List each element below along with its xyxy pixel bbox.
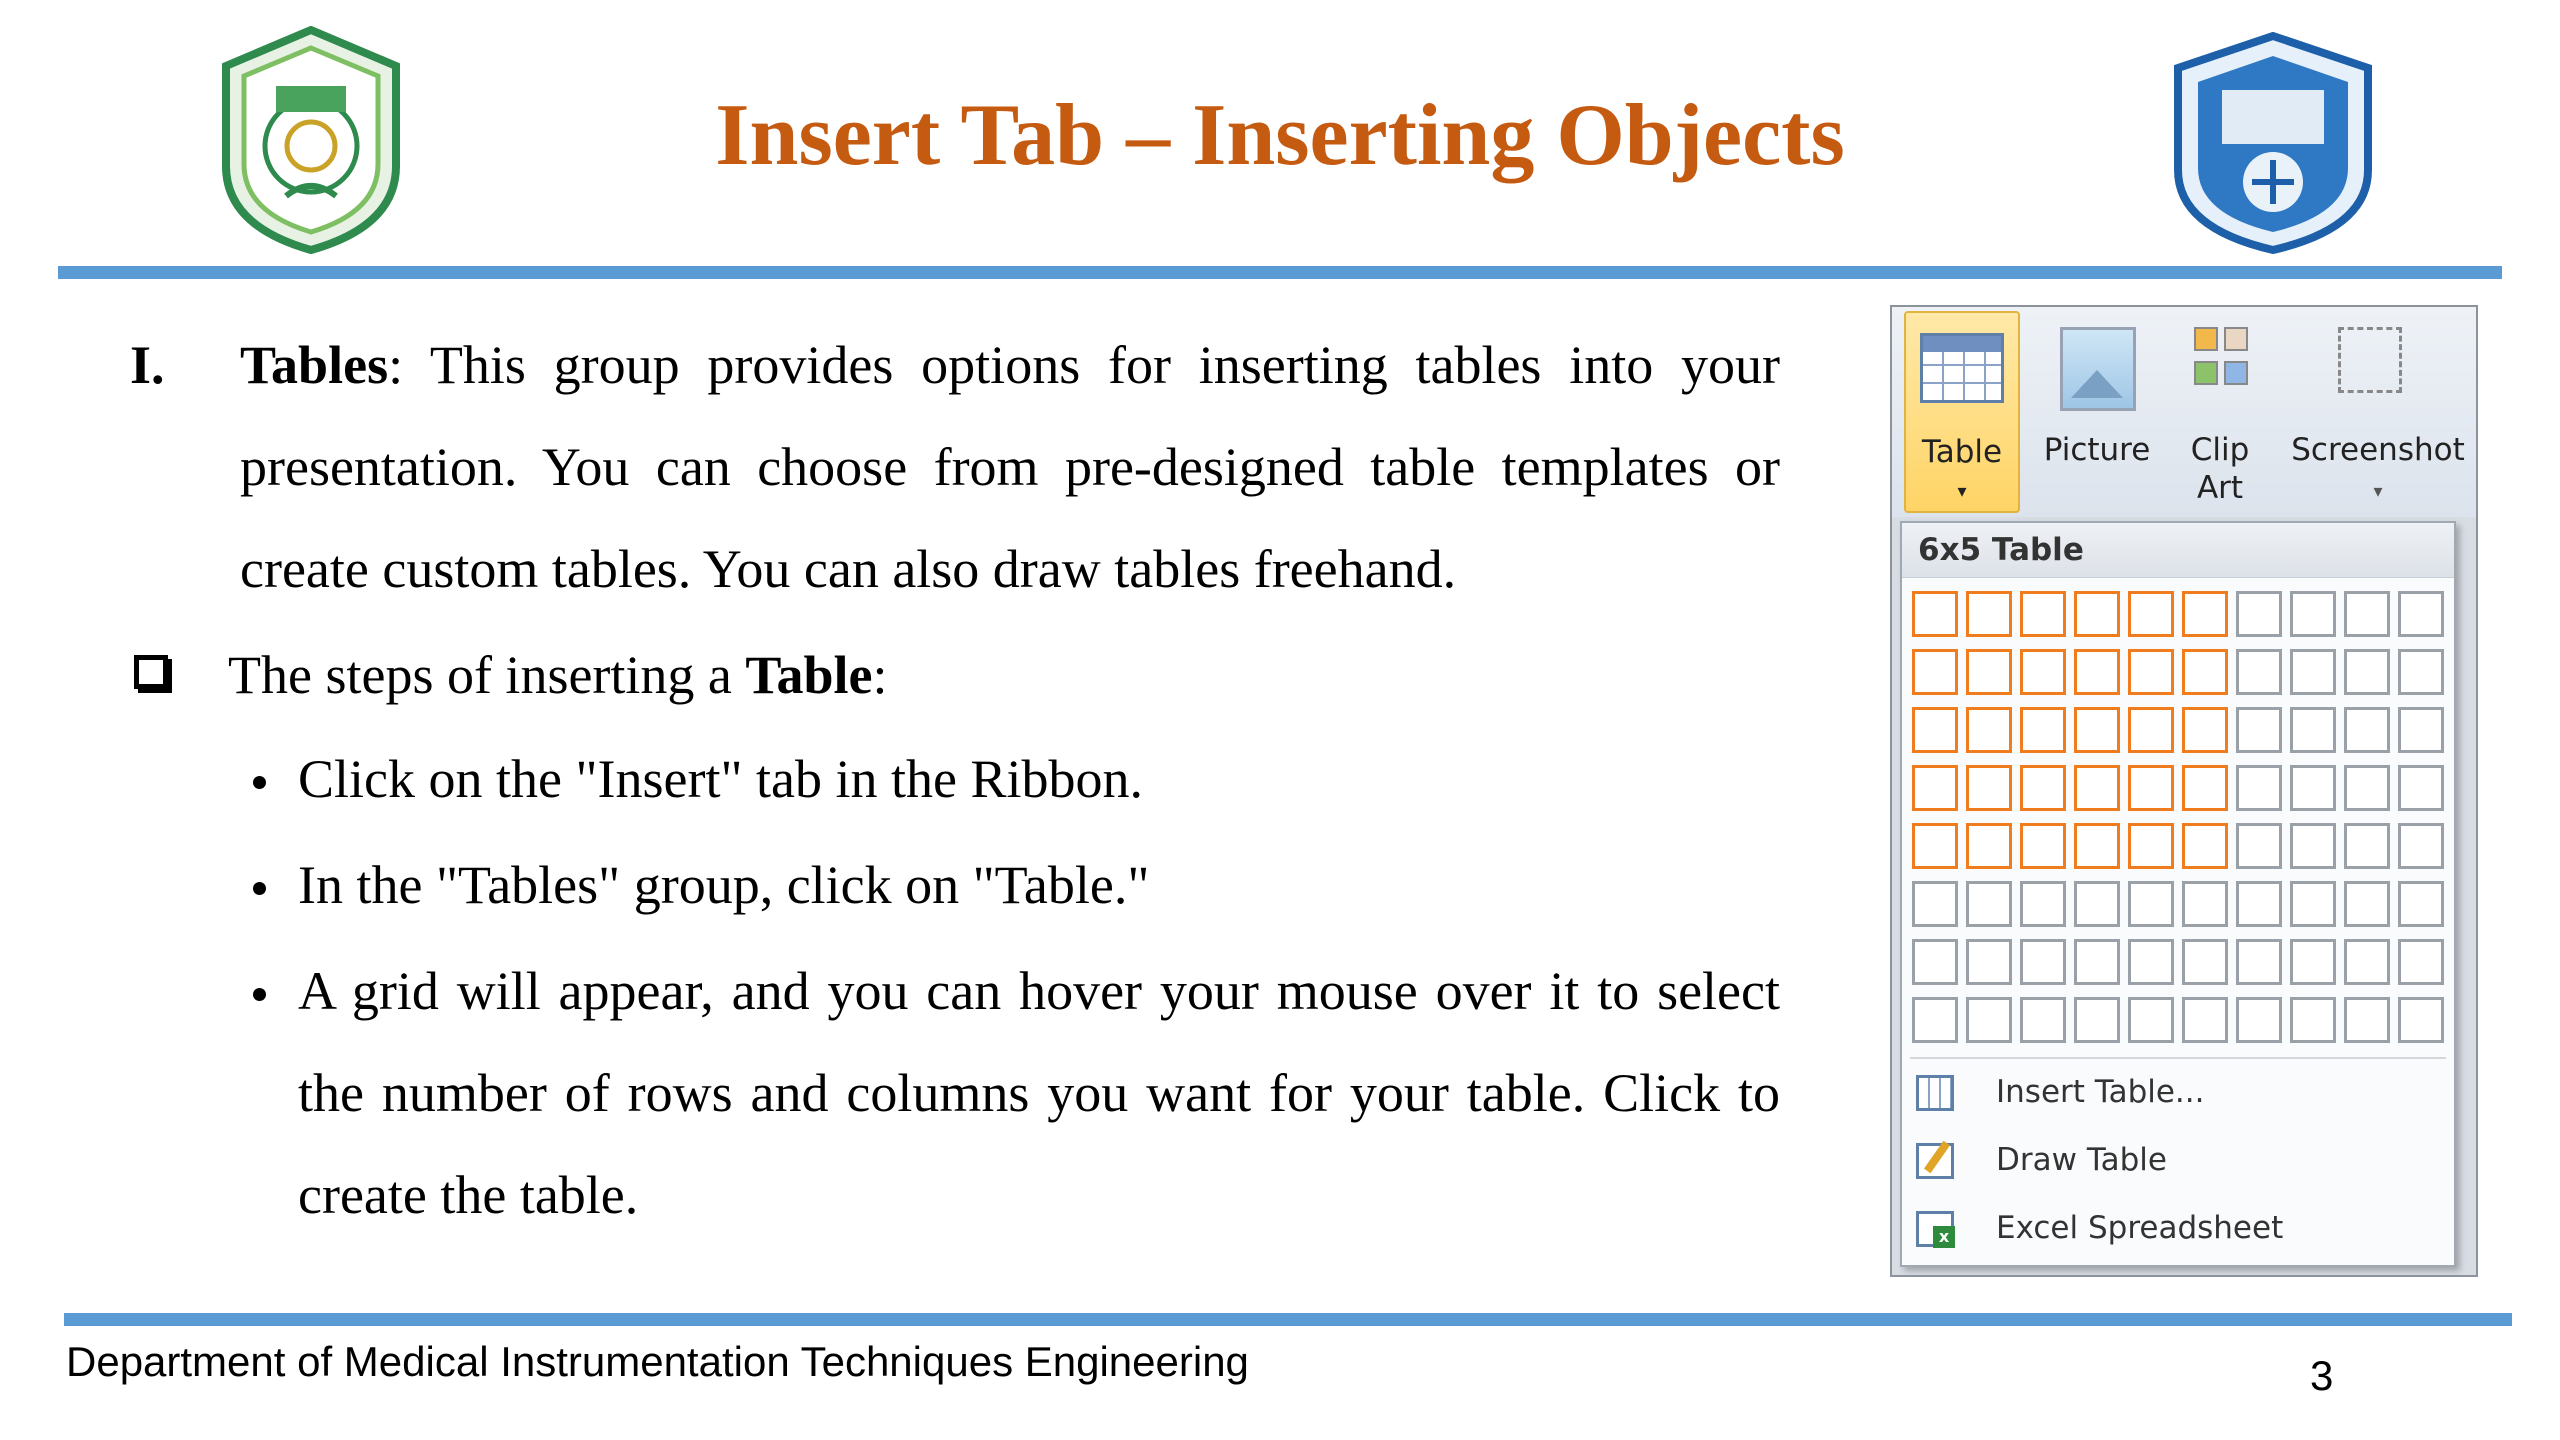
table-grid-cell[interactable]	[2290, 997, 2336, 1043]
tables-description-line-1: Tables: This group provides options for inserting tables into your	[240, 335, 1780, 395]
tables-term: Tables	[240, 335, 389, 395]
table-grid-cell[interactable]	[2236, 997, 2282, 1043]
table-grid-cell[interactable]	[1912, 591, 1958, 637]
table-grid-cell[interactable]	[2398, 765, 2444, 811]
table-grid-cell[interactable]	[2020, 939, 2066, 985]
table-grid-cell[interactable]	[2344, 707, 2390, 753]
table-grid-cell[interactable]	[2074, 939, 2120, 985]
table-button-label: Table	[1921, 434, 2003, 470]
table-icon	[1920, 333, 2004, 403]
table-grid-cell[interactable]	[2182, 823, 2228, 869]
screenshot-button-label: Screenshot	[2291, 432, 2465, 468]
table-grid-cell[interactable]	[2128, 823, 2174, 869]
bullet-dot-icon	[253, 776, 266, 789]
table-grid-cell[interactable]	[2290, 649, 2336, 695]
table-grid-cell[interactable]	[2074, 823, 2120, 869]
footer-divider	[64, 1313, 2512, 1326]
chevron-down-icon: ▾	[1957, 481, 1967, 502]
pencil-icon	[1916, 1143, 1954, 1179]
step-item: A grid will appear, and you can hover your mouse over it to select the number of rows and columns you want for your table. Click to create the table.	[298, 961, 1780, 1225]
table-button[interactable]	[1904, 311, 2020, 513]
table-grid-cell[interactable]	[2182, 591, 2228, 637]
step-item: In the "Tables" group, click on "Table."	[298, 855, 1150, 915]
table-grid-cell[interactable]	[2020, 765, 2066, 811]
table-grid-cell[interactable]	[2128, 649, 2174, 695]
table-grid-cell[interactable]	[2128, 881, 2174, 927]
table-grid-cell[interactable]	[2344, 649, 2390, 695]
table-grid-cell[interactable]	[2236, 591, 2282, 637]
table-grid-cell[interactable]	[1966, 765, 2012, 811]
table-grid-cell[interactable]	[2128, 997, 2174, 1043]
table-grid-cell[interactable]	[1912, 881, 1958, 927]
table-grid-cell[interactable]	[2020, 591, 2066, 637]
insert-table-icon	[1916, 1075, 1954, 1111]
dropdown-divider	[1910, 1057, 2446, 1059]
table-grid-cell[interactable]	[2236, 765, 2282, 811]
table-grid-cell[interactable]	[1912, 997, 1958, 1043]
table-grid-cell[interactable]	[1966, 939, 2012, 985]
table-grid-cell[interactable]	[2398, 881, 2444, 927]
table-grid-cell[interactable]	[2290, 591, 2336, 637]
table-grid-cell[interactable]	[2074, 591, 2120, 637]
table-grid-cell[interactable]	[2344, 881, 2390, 927]
picture-icon	[2060, 327, 2136, 411]
table-grid-cell[interactable]	[2128, 765, 2174, 811]
table-grid-cell[interactable]	[1966, 649, 2012, 695]
table-grid-cell[interactable]	[2074, 707, 2120, 753]
bullet-dot-icon	[253, 882, 266, 895]
table-grid-cell[interactable]	[2398, 997, 2444, 1043]
table-grid-cell[interactable]	[2344, 939, 2390, 985]
table-grid-cell[interactable]	[2182, 765, 2228, 811]
table-grid-cell[interactable]	[2344, 591, 2390, 637]
table-grid-cell[interactable]	[1912, 649, 1958, 695]
step-item: Click on the "Insert" tab in the Ribbon.	[298, 749, 1143, 809]
tables-description	[240, 314, 1780, 620]
table-grid-cell[interactable]	[2290, 707, 2336, 753]
footer-department: Department of Medical Instrumentation Techniques Engineering	[66, 1338, 1249, 1385]
picture-button-label: Picture	[2043, 432, 2151, 468]
table-grid-cell[interactable]	[2182, 881, 2228, 927]
table-grid-cell[interactable]	[2128, 707, 2174, 753]
table-grid-cell[interactable]	[2398, 939, 2444, 985]
table-grid-cell[interactable]	[1912, 939, 1958, 985]
table-grid-cell[interactable]	[2398, 591, 2444, 637]
table-grid-cell[interactable]	[2344, 997, 2390, 1043]
table-grid-cell[interactable]	[2128, 939, 2174, 985]
chevron-down-icon: ▾	[2373, 481, 2383, 502]
table-grid-cell[interactable]	[2020, 997, 2066, 1043]
table-grid-cell[interactable]	[2236, 823, 2282, 869]
table-grid-cell[interactable]	[2074, 881, 2120, 927]
page-number: 3	[2310, 1352, 2334, 1399]
table-grid-cell[interactable]	[1966, 707, 2012, 753]
table-grid-cell[interactable]	[2398, 823, 2444, 869]
tables-description-line-2: presentation. You can choose from pre-designed table templates or	[240, 437, 1780, 497]
table-grid-cell[interactable]	[2290, 881, 2336, 927]
ribbon-screenshot	[1890, 305, 2478, 1277]
table-grid-cell[interactable]	[2020, 823, 2066, 869]
table-grid-cell[interactable]	[2290, 765, 2336, 811]
table-grid-cell[interactable]	[2398, 649, 2444, 695]
table-grid-cell[interactable]	[2182, 707, 2228, 753]
table-grid-cell[interactable]	[2182, 997, 2228, 1043]
screenshot-icon	[2338, 327, 2402, 393]
table-grid-cell[interactable]	[1966, 823, 2012, 869]
table-grid-cell[interactable]	[2020, 707, 2066, 753]
slide-title: Insert Tab – Inserting Objects	[715, 87, 1845, 184]
clip-art-button-label: Clip Art	[2190, 432, 2250, 506]
table-grid-cell[interactable]	[2020, 649, 2066, 695]
table-size-indicator: 6x5 Table	[1902, 523, 2454, 578]
clip-art-button[interactable]	[2172, 315, 2268, 505]
table-grid-cell[interactable]	[2344, 765, 2390, 811]
table-grid-cell[interactable]	[2344, 823, 2390, 869]
table-grid-cell[interactable]	[2236, 881, 2282, 927]
table-grid-cell[interactable]	[1912, 823, 1958, 869]
table-grid-cell[interactable]	[2182, 649, 2228, 695]
table-grid-cell[interactable]	[2236, 939, 2282, 985]
table-grid-cell[interactable]	[2290, 939, 2336, 985]
table-term: Table	[745, 645, 873, 705]
table-grid-cell[interactable]	[2182, 939, 2228, 985]
table-grid-cell[interactable]	[1966, 591, 2012, 637]
table-grid-cell[interactable]	[2020, 881, 2066, 927]
table-grid-cell[interactable]	[1912, 765, 1958, 811]
section-number: I.	[130, 335, 165, 395]
table-grid-cell[interactable]	[2074, 649, 2120, 695]
screenshot-button[interactable]	[2278, 315, 2478, 505]
steps-intro: The steps of inserting a Table:	[228, 645, 888, 705]
table-grid-cell[interactable]	[2236, 649, 2282, 695]
bullet-dot-icon	[253, 988, 266, 1001]
table-dropdown: 6x5 Table Insert Table... Draw Table x Excel Spreadsheet	[1900, 521, 2456, 1267]
checkbox-bullet-icon	[134, 655, 168, 689]
table-grid-cell[interactable]	[2398, 707, 2444, 753]
table-grid-cell[interactable]	[2128, 591, 2174, 637]
tables-description-line-3: create custom tables. You can also draw tables freehand.	[240, 539, 1457, 599]
table-grid-cell[interactable]	[2236, 707, 2282, 753]
table-grid-cell[interactable]	[2290, 823, 2336, 869]
table-grid-cell[interactable]	[1912, 707, 1958, 753]
table-grid-cell[interactable]	[2074, 765, 2120, 811]
picture-button[interactable]	[2032, 315, 2162, 505]
table-grid-cell[interactable]	[1966, 997, 2012, 1043]
table-grid-cell[interactable]	[1966, 881, 2012, 927]
excel-icon: x	[1916, 1211, 1954, 1247]
header-divider	[58, 266, 2502, 279]
clip-art-icon	[2194, 327, 2252, 399]
table-grid-cell[interactable]	[2074, 997, 2120, 1043]
